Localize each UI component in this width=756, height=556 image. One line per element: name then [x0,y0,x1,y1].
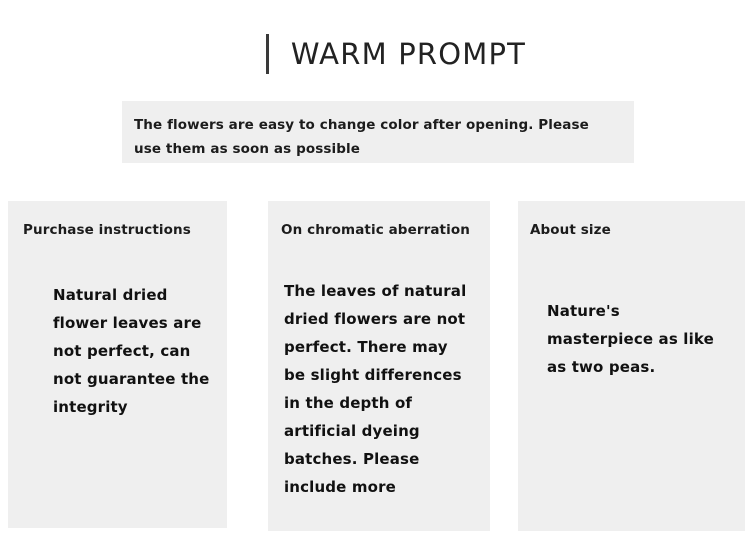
info-card-body: Natural dried flower leaves are not perfect, can not guarantee the integrity [53,285,210,416]
info-card-body: The leaves of natural dried flowers are not perfect. There may be slight differences in the depth of artificial dyeing batches. Please include more [284,281,467,496]
info-card-purchase-instructions [8,201,227,528]
info-card-body: Nature's masterpiece as like as two peas. [547,301,714,376]
info-card-heading: On chromatic aberration [281,222,470,238]
info-card-heading: About size [530,222,611,238]
info-card-about-size [518,201,745,531]
notice-text: The flowers are easy to change color after opening. Please use them as soon as possible [134,117,589,157]
page-header [0,34,756,74]
notice-banner [122,101,634,163]
info-card-heading: Purchase instructions [23,222,191,238]
header-inner [266,34,526,74]
title-rule-decoration [266,34,269,74]
page-title: WARM PROMPT [290,37,527,71]
info-columns [0,201,756,531]
info-card-chromatic-aberration [268,201,490,531]
